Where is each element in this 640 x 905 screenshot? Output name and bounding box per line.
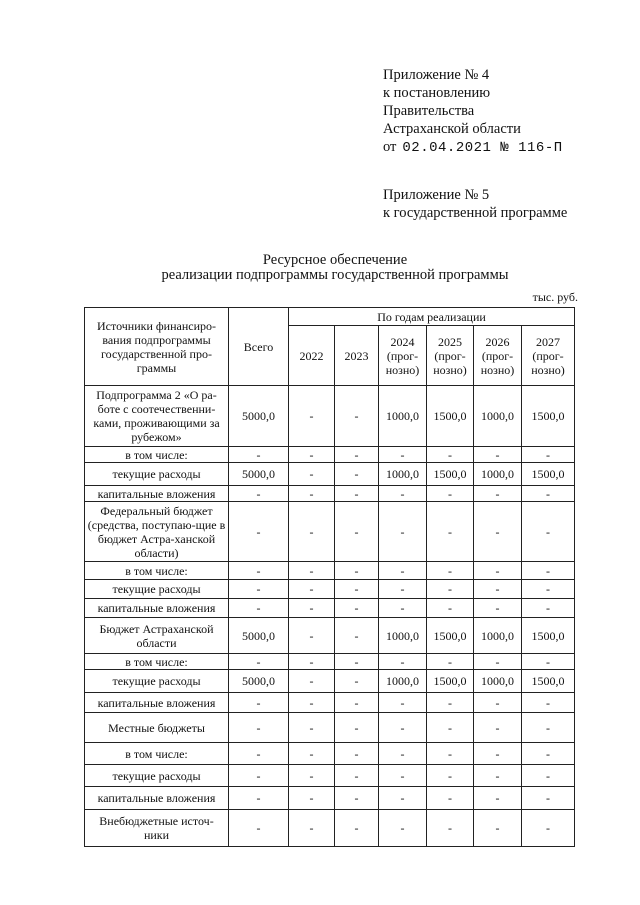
table-row xyxy=(85,580,575,599)
cell-year-value: - xyxy=(335,463,379,486)
cell-year-value: - xyxy=(289,580,335,599)
cell-year-value: - xyxy=(289,713,335,743)
cell-year-value: - xyxy=(474,502,522,562)
appendix-5-line1: Приложение № 5 xyxy=(383,187,490,203)
cell-year-value: - xyxy=(289,562,335,580)
cell-year-value: - xyxy=(289,463,335,486)
cell-year-value: 1000,0 xyxy=(474,618,522,654)
cell-year-value: - xyxy=(289,787,335,810)
cell-year-value: - xyxy=(522,447,575,463)
cell-year-value: - xyxy=(335,765,379,787)
cell-year-value: - xyxy=(522,599,575,618)
cell-year-value: - xyxy=(522,765,575,787)
row-label: капитальные вложения xyxy=(85,693,229,713)
cell-year-value: - xyxy=(379,787,427,810)
row-label: текущие расходы xyxy=(85,463,229,486)
cell-total: - xyxy=(229,810,289,847)
cell-year-value: - xyxy=(289,618,335,654)
table-row xyxy=(85,765,575,787)
cell-year-value: - xyxy=(289,654,335,670)
cell-year-value: - xyxy=(289,502,335,562)
cell-total: 5000,0 xyxy=(229,670,289,693)
table-row xyxy=(85,654,575,670)
cell-year-value: 1500,0 xyxy=(522,463,575,486)
header-year: 2027 (прог-нозно) xyxy=(522,326,575,386)
cell-year-value: - xyxy=(522,713,575,743)
cell-year-value: - xyxy=(335,580,379,599)
cell-year-value: - xyxy=(427,580,474,599)
cell-year-value: - xyxy=(335,743,379,765)
cell-year-value: - xyxy=(379,502,427,562)
row-label: капитальные вложения xyxy=(85,787,229,810)
cell-year-value: - xyxy=(427,486,474,502)
row-label: Федеральный бюджет (средства, поступаю-щие в бюджет Астра-ханской области) xyxy=(85,502,229,562)
cell-year-value: - xyxy=(474,713,522,743)
table-row xyxy=(85,463,575,486)
cell-year-value: 1500,0 xyxy=(522,618,575,654)
table-row xyxy=(85,486,575,502)
appendix-5-header xyxy=(383,186,567,222)
cell-year-value: - xyxy=(379,743,427,765)
cell-total: 5000,0 xyxy=(229,618,289,654)
cell-year-value: - xyxy=(289,743,335,765)
cell-total: - xyxy=(229,693,289,713)
cell-total: 5000,0 xyxy=(229,386,289,447)
cell-year-value: 1000,0 xyxy=(379,463,427,486)
document-title-line2: реализации подпрограммы государственной программы xyxy=(161,267,509,283)
cell-year-value: - xyxy=(522,486,575,502)
cell-year-value: - xyxy=(335,599,379,618)
cell-total: - xyxy=(229,654,289,670)
cell-total: - xyxy=(229,562,289,580)
cell-year-value: - xyxy=(335,502,379,562)
table-row xyxy=(85,810,575,847)
cell-year-value: - xyxy=(474,447,522,463)
table-row xyxy=(85,713,575,743)
cell-year-value: 1000,0 xyxy=(379,618,427,654)
table-body xyxy=(85,386,575,847)
header-source: Источники финансиро-вания подпрограммы государственной про-граммы xyxy=(85,308,229,386)
appendix-4-line1: Приложение № 4 xyxy=(383,67,490,83)
cell-total: - xyxy=(229,743,289,765)
cell-year-value: 1500,0 xyxy=(427,618,474,654)
cell-year-value: - xyxy=(335,693,379,713)
cell-year-value: - xyxy=(474,693,522,713)
cell-year-value: - xyxy=(289,447,335,463)
header-year: 2025 (прог-нозно) xyxy=(427,326,474,386)
cell-total: - xyxy=(229,447,289,463)
cell-year-value: - xyxy=(474,562,522,580)
row-label: капитальные вложения xyxy=(85,599,229,618)
cell-year-value: - xyxy=(427,787,474,810)
row-label: текущие расходы xyxy=(85,765,229,787)
cell-year-value: - xyxy=(335,447,379,463)
cell-year-value: - xyxy=(335,810,379,847)
cell-year-value: - xyxy=(379,810,427,847)
cell-total: 5000,0 xyxy=(229,463,289,486)
cell-year-value: - xyxy=(379,693,427,713)
cell-total: - xyxy=(229,580,289,599)
table-row xyxy=(85,386,575,447)
cell-year-value: - xyxy=(289,670,335,693)
cell-year-value: 1000,0 xyxy=(379,670,427,693)
cell-year-value: - xyxy=(474,743,522,765)
cell-year-value: - xyxy=(522,693,575,713)
cell-year-value: - xyxy=(379,765,427,787)
table-row xyxy=(85,743,575,765)
row-label: в том числе: xyxy=(85,654,229,670)
cell-year-value: - xyxy=(335,486,379,502)
cell-year-value: 1500,0 xyxy=(427,463,474,486)
cell-year-value: - xyxy=(335,654,379,670)
cell-year-value: - xyxy=(289,810,335,847)
table-row xyxy=(85,447,575,463)
cell-year-value: 1000,0 xyxy=(474,670,522,693)
header-year: 2023 xyxy=(335,326,379,386)
cell-year-value: - xyxy=(522,787,575,810)
row-label: Внебюджетные источ-ники xyxy=(85,810,229,847)
appendix-4-line3: Правительства xyxy=(383,103,475,119)
cell-year-value: - xyxy=(474,486,522,502)
header-year: 2024 (прог-нозно) xyxy=(379,326,427,386)
cell-year-value: - xyxy=(427,743,474,765)
cell-total: - xyxy=(229,765,289,787)
header-year: 2026 (прог-нозно) xyxy=(474,326,522,386)
table-row xyxy=(85,562,575,580)
cell-year-value: 1000,0 xyxy=(379,386,427,447)
row-label: текущие расходы xyxy=(85,580,229,599)
cell-year-value: - xyxy=(474,810,522,847)
cell-year-value: - xyxy=(379,654,427,670)
cell-year-value: - xyxy=(289,386,335,447)
header-by-years: По годам реализации xyxy=(289,308,575,326)
cell-year-value: - xyxy=(335,386,379,447)
cell-year-value: - xyxy=(379,562,427,580)
cell-year-value: 1500,0 xyxy=(522,386,575,447)
cell-year-value: - xyxy=(379,486,427,502)
cell-year-value: - xyxy=(474,599,522,618)
cell-year-value: - xyxy=(474,580,522,599)
cell-year-value: - xyxy=(379,447,427,463)
cell-year-value: - xyxy=(427,502,474,562)
row-label: в том числе: xyxy=(85,743,229,765)
cell-year-value: - xyxy=(335,713,379,743)
cell-total: - xyxy=(229,502,289,562)
cell-year-value: 1000,0 xyxy=(474,386,522,447)
cell-year-value: 1500,0 xyxy=(427,386,474,447)
row-label: в том числе: xyxy=(85,447,229,463)
cell-total: - xyxy=(229,713,289,743)
cell-year-value: - xyxy=(474,787,522,810)
cell-year-value: - xyxy=(427,562,474,580)
cell-year-value: - xyxy=(474,654,522,670)
cell-year-value: 1500,0 xyxy=(427,670,474,693)
cell-year-value: - xyxy=(289,765,335,787)
cell-year-value: - xyxy=(427,713,474,743)
document-title-line1: Ресурсное обеспечение xyxy=(262,252,408,268)
resource-table xyxy=(84,307,575,847)
table-row xyxy=(85,787,575,810)
table-row xyxy=(85,502,575,562)
table-row xyxy=(85,670,575,693)
cell-year-value: 1500,0 xyxy=(522,670,575,693)
cell-year-value: - xyxy=(522,580,575,599)
date-value: 02.04.2021 № 116-П xyxy=(402,140,563,156)
row-label: Местные бюджеты xyxy=(85,713,229,743)
date-prefix: от xyxy=(383,139,397,155)
cell-year-value: - xyxy=(427,654,474,670)
cell-year-value: - xyxy=(379,580,427,599)
row-label: Подпрограмма 2 «О ра-боте с соотечественни-ками, проживающими за рубежом» xyxy=(85,386,229,447)
cell-year-value: - xyxy=(522,810,575,847)
appendix-4-date-line xyxy=(383,138,563,157)
units-label: тыс. руб. xyxy=(532,290,578,304)
cell-year-value: - xyxy=(522,562,575,580)
table-row xyxy=(85,618,575,654)
row-label: капитальные вложения xyxy=(85,486,229,502)
header-total: Всего xyxy=(229,308,289,386)
cell-year-value: - xyxy=(522,502,575,562)
cell-year-value: - xyxy=(335,562,379,580)
row-label: Бюджет Астраханской области xyxy=(85,618,229,654)
appendix-5-line2: к государственной программе xyxy=(383,205,568,221)
cell-year-value: - xyxy=(474,765,522,787)
cell-year-value: - xyxy=(335,787,379,810)
header-year: 2022 xyxy=(289,326,335,386)
cell-year-value: - xyxy=(427,765,474,787)
cell-year-value: 1000,0 xyxy=(474,463,522,486)
appendix-4-line2: к постановлению xyxy=(383,85,491,101)
cell-total: - xyxy=(229,787,289,810)
cell-year-value: - xyxy=(289,486,335,502)
cell-year-value: - xyxy=(335,670,379,693)
appendix-4-header xyxy=(383,66,563,157)
table-row xyxy=(85,599,575,618)
row-label: текущие расходы xyxy=(85,670,229,693)
cell-year-value: - xyxy=(522,743,575,765)
cell-year-value: - xyxy=(427,599,474,618)
cell-year-value: - xyxy=(427,693,474,713)
cell-year-value: - xyxy=(379,713,427,743)
cell-year-value: - xyxy=(379,599,427,618)
cell-year-value: - xyxy=(335,618,379,654)
table-row xyxy=(85,693,575,713)
cell-total: - xyxy=(229,486,289,502)
appendix-4-line4: Астраханской области xyxy=(383,121,521,137)
cell-year-value: - xyxy=(289,599,335,618)
row-label: в том числе: xyxy=(85,562,229,580)
cell-year-value: - xyxy=(289,693,335,713)
cell-year-value: - xyxy=(522,654,575,670)
cell-year-value: - xyxy=(427,810,474,847)
cell-year-value: - xyxy=(427,447,474,463)
cell-total: - xyxy=(229,599,289,618)
